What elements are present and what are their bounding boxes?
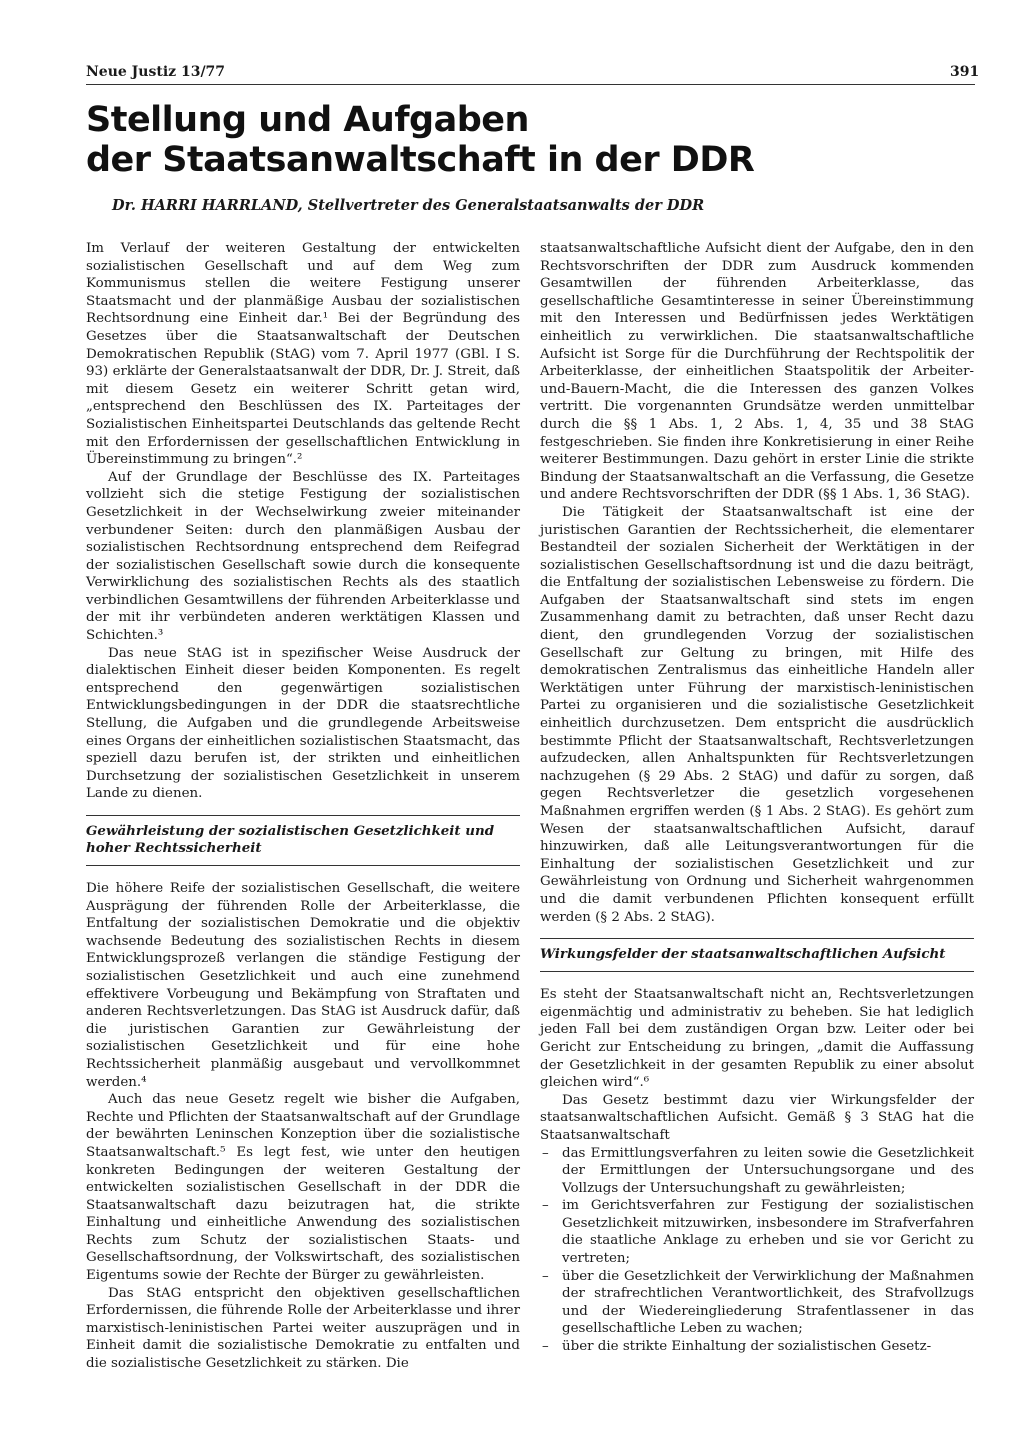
- paragraph: Die Tätigkeit der Staatsanwaltschaft ist eine der juristischen Garantien der Rechtssicherheit, die elementarer Bestandteil der sozialen Sicherheit der Werktätigen in der sozialistischen Gesellschaftsordnung ist und die dazu beiträgt, die Entfaltung der sozialistischen Lebensweise zu fördern. Die Aufgaben der Staatsanwaltschaft sind stets im engen Zusammenhang damit zu betrachten, daß unser Recht dazu dient, den grundlegenden Vorzug der sozialistischen Gesellschaft zur Geltung zu bringen, mit Hilfe des demokratischen Zentralismus das einheitliche Handeln aller Werktätigen unter Führung der marxistisch-leninistischen Partei zu organisieren und die sozialistische Gesetzlichkeit einheitlich durchzusetzen. Dem entspricht die ausdrücklich bestimmte Pflicht der Staatsanwaltschaft, Rechtsverletzungen aufzudecken, allen Anhaltspunkten für Rechtsverletzungen nachzugehen (§ 29 Abs. 2 StAG) und dafür zu sorgen, daß gegen Rechtsverletzer die gesetzlich vorgesehenen Maßnahmen ergriffen werden (§ 1 Abs. 2 StAG). Es gehört zum Wesen der staatsanwaltschaftlichen Aufsicht, darauf hinzuwirken, daß alle Leitungsverantwortungen für die Einhaltung der sozialistischen Gesetzlichkeit und zur Gewährleistung von Ordnung und Sicherheit wahrgenommen und die damit verbundenen Pflichten konsequent erfüllt werden (§ 2 Abs. 2 StAG).: [540, 504, 974, 925]
- page-number: 391: [950, 64, 980, 80]
- list-item: – im Gerichtsverfahren zur Festigung der sozialistischen Gesetzlichkeit mitzuwirken, insbesondere im Strafverfahren die staatliche Anklage zu erheben und sie vor Gericht zu vertreten;: [540, 1197, 974, 1267]
- left-column: [86, 240, 520, 1373]
- paragraph: Es steht der Staatsanwaltschaft nicht an, Rechtsverletzungen eigenmächtig und administrativ zu beheben. Sie hat lediglich jeden Fall bei dem zuständigen Organ bzw. Leiter oder bei Gericht zur Entscheidung zu bringen, „damit die Auffassung der Gesetzlichkeit in der gesamten Republik zu einer absolut gleichen wird“.⁶: [540, 987, 974, 1091]
- header-rule: [86, 84, 975, 85]
- paragraph: Die höhere Reife der sozialistischen Gesellschaft, die weitere Ausprägung der führenden Rolle der Arbeiterklasse, die Entfaltung der sozialistischen Demokratie und die objektiv wachsende Bedeutung des sozialistischen Rechts in diesem Entwicklungsprozeß verlangen die ständige Festigung der sozialistischen Gesetzlichkeit und auch eine zunehmend effektivere Vorbeugung und Bekämpfung von Straftaten und anderen Rechtsverletzungen. Das StAG ist Ausdruck dafür, daß die juristischen Garantien zur Gewährleistung der sozialistischen Gesetzlichkeit und für eine hohe Rechtssicherheit planmäßig ausgebaut und vervollkommnet werden.⁴: [86, 881, 520, 1090]
- list-item: – das Ermittlungsverfahren zu leiten sowie die Gesetzlichkeit der Ermittlungen der Untersuchungsorgane und des Vollzugs der Untersuchungshaft zu gewährleisten;: [540, 1145, 974, 1198]
- paragraph: Auch das neue Gesetz regelt wie bisher die Aufgaben, Rechte und Pflichten der Staatsanwaltschaft auf der Grundlage der bewährten Leninschen Konzeption über die sozialistische Staatsanwaltschaft.⁵ Es legt fest, wie unter den heutigen konkreten Bedingungen der weiteren Gestaltung der entwickelten sozialistischen Gesellschaft in der DDR die Staatsanwaltschaft dazu beizutragen hat, die strikte Einhaltung und einheitliche Anwendung des sozialistischen Rechts zum Schutz der sozialistischen Staats- und Gesellschaftsordnung, der Volkswirtschaft, des sozialistischen Eigentums sowie der Rechte der Bürger zu gewährleisten.: [86, 1092, 520, 1284]
- duties-list: [540, 1145, 974, 1356]
- paragraph: Das Gesetz bestimmt dazu vier Wirkungsfelder der staatsanwaltschaftlichen Aufsicht. Gemäß § 3 StAG hat die Staatsanwaltschaft: [540, 1092, 974, 1143]
- right-column: [540, 240, 974, 1356]
- paragraph: staatsanwaltschaftliche Aufsicht dient der Aufgabe, den in den Rechtsvorschriften der DDR zum Ausdruck kommenden Gesamtwillen der führenden Arbeiterklasse, das gesellschaftliche Gesamtinteresse in seiner Übereinstimmung mit den Interessen und Bedürfnissen jedes Werktätigen einheitlich zu verwirklichen. Die staatsanwaltschaftliche Aufsicht ist Sorge für die Durchführung der Rechtspolitik der Arbeiterklasse, der einheitlichen Staatspolitik der Arbeiter-und-Bauern-Macht, die die Interessen des ganzen Volkes vertritt. Die vorgenannten Grundsätze werden unmittelbar durch die §§ 1 Abs. 1, 2 Abs. 1, 4, 35 und 38 StAG festgeschrieben. Sie finden ihre Konkretisierung in einer Reihe weiterer Bestimmungen. Dazu gehört in erster Linie die strikte Bindung der Staatsanwaltschaft an die Verfassung, die Gesetze und andere Rechtsvorschriften der DDR (§§ 1 Abs. 1, 36 StAG).: [540, 241, 974, 503]
- article-title-line-1: Stellung und Aufgaben: [86, 100, 529, 140]
- paragraph: Im Verlauf der weiteren Gestaltung der entwickelten sozialistischen Gesellschaft und auf dem Weg zum Kommunismus stellen die weitere Festigung unserer Staatsmacht und der planmäßige Ausbau der sozialistischen Rechtsordnung eine Einheit dar.¹ Bei der Begründung des Gesetzes über die Staatsanwaltschaft der Deutschen Demokratischen Republik (StAG) vom 7. April 1977 (GBl. I S. 93) erklärte der Generalstaatsanwalt der DDR, Dr. J. Streit, daß mit diesem Gesetz ein weiterer Schritt getan wird, „entsprechend den Beschlüssen des IX. Parteitages der Sozialistischen Einheitspartei Deutschlands das geltende Recht mit den Erfordernissen der gesellschaftlichen Entwicklung in Übereinstimmung zu bringen“.²: [86, 241, 520, 468]
- article-title: [86, 100, 966, 180]
- paragraph: Das neue StAG ist in spezifischer Weise Ausdruck der dialektischen Einheit dieser beiden Komponenten. Es regelt entsprechend den gegenwärtigen sozialistischen Entwicklungsbedingungen in der DDR die staatsrechtliche Stellung, die Aufgaben und die grundlegende Arbeitsweise eines Organs der einheitlichen sozialistischen Staatsmacht, das speziell dazu berufen ist, der strikten und einheitlichen Durchsetzung der sozialistischen Gesetzlichkeit in unserem Lande zu dienen.: [86, 645, 520, 802]
- list-item: – über die strikte Einhaltung der sozialistischen Gesetz-: [540, 1338, 974, 1356]
- author-line: Dr. HARRI HARRLAND, Stellvertreter des Generalstaatsanwalts der DDR: [112, 197, 705, 214]
- section-heading: Wirkungsfelder der staatsanwaltschaftlichen Aufsicht: [540, 938, 974, 972]
- section-heading: Gewährleistung der sozialistischen Gesetzlichkeit und hoher Rechtssicherheit: [86, 815, 520, 866]
- paragraph: Auf der Grundlage der Beschlüsse des IX. Parteitages vollzieht sich die stetige Festigung der sozialistischen Gesetzlichkeit in der Wechselwirkung zweier miteinander verbundener Seiten: durch den planmäßigen Ausbau der sozialistischen Rechtsordnung entsprechend dem Reifegrad der sozialistischen Gesellschaft sowie durch die konsequente Verwirklichung des sozialistischen Rechts als des staatlich verbindlichen Gesamtwillens der führenden Arbeiterklasse und der mit ihr verbündeten anderen werktätigen Klassen und Schichten.³: [86, 469, 520, 644]
- article-title-line-2: der Staatsanwaltschaft in der DDR: [86, 140, 755, 180]
- journal-issue: Neue Justiz 13/77: [86, 64, 226, 80]
- list-item: – über die Gesetzlichkeit der Verwirklichung der Maßnahmen der strafrechtlichen Verantwortlichkeit, des Strafvollzugs und der Wiedereingliederung Strafentlassener in das gesellschaftliche Leben zu wachen;: [540, 1268, 974, 1338]
- paragraph: Das StAG entspricht den objektiven gesellschaftlichen Erfordernissen, die führende Rolle der Arbeiterklasse und ihrer marxistisch-leninistischen Partei weiter auszuprägen und in Einheit damit die sozialistische Demokratie zu entfalten und die sozialistische Gesetzlichkeit zu stärken. Die: [86, 1285, 520, 1372]
